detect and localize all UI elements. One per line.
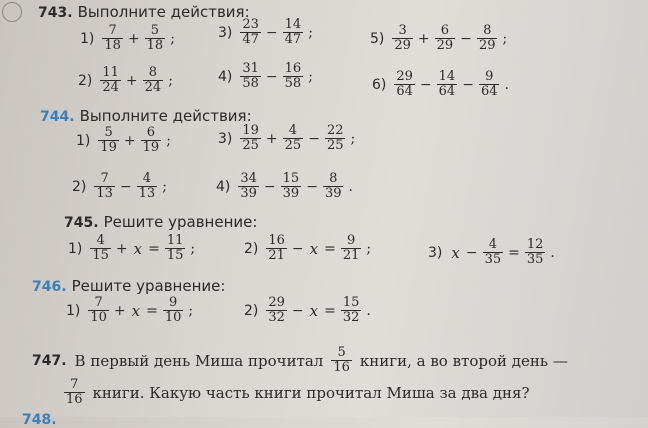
exercise-743-5 <box>370 24 510 53</box>
problem-title: Решите уравнение: <box>103 213 258 231</box>
punctuation: ; <box>168 72 173 89</box>
numerator: 4 <box>488 237 497 252</box>
operator: − <box>462 76 474 93</box>
fraction <box>477 24 498 53</box>
variable: x <box>133 239 143 258</box>
item-label: 2) <box>72 178 87 195</box>
problem-748-header <box>22 409 57 428</box>
denominator: 18 <box>146 38 164 53</box>
fraction <box>100 66 121 95</box>
equation-746-2 <box>244 296 374 325</box>
fraction <box>90 234 111 263</box>
item-label: 3) <box>428 244 443 261</box>
equals-sign: = <box>146 302 158 319</box>
fraction <box>394 70 415 99</box>
denominator: 32 <box>342 310 360 325</box>
operator: − <box>265 24 278 41</box>
operator: + <box>265 130 278 147</box>
item-label: 4) <box>218 68 233 85</box>
punctuation: ; <box>190 240 196 257</box>
denominator: 29 <box>478 38 496 53</box>
problem-number: 746. <box>32 279 67 295</box>
fraction <box>141 126 162 155</box>
equals-sign: = <box>324 240 336 257</box>
fraction <box>145 24 166 53</box>
numerator: 16 <box>268 233 285 248</box>
numerator: 3 <box>398 23 407 38</box>
numerator: 8 <box>329 171 338 186</box>
denominator: 35 <box>526 252 544 267</box>
item-label: 2) <box>244 240 259 257</box>
problem-number: 743. <box>38 5 73 21</box>
denominator: 35 <box>484 252 502 267</box>
fraction <box>88 296 109 325</box>
problem-746-header <box>32 276 225 295</box>
equation-745-1 <box>68 234 198 263</box>
numerator: 11 <box>166 233 184 248</box>
denominator: 13 <box>96 186 113 201</box>
numerator: 6 <box>440 23 450 38</box>
fraction: $\frac{7}{16}$ <box>66 377 83 407</box>
fraction <box>435 24 456 53</box>
fraction <box>283 62 304 91</box>
operator: − <box>291 302 304 319</box>
numerator: 31 <box>242 61 259 76</box>
fraction <box>240 62 261 91</box>
numerator: 19 <box>242 123 259 138</box>
fraction: $\frac{5}{16}$ <box>333 345 350 375</box>
denominator: 64 <box>480 84 498 99</box>
denominator: 39 <box>282 186 300 201</box>
problem-747-line-1 <box>32 346 568 375</box>
problem-title: Выполните действия: <box>77 3 250 21</box>
punctuation: ; <box>308 24 313 41</box>
exercise-743-1 <box>80 24 178 53</box>
denominator: 58 <box>284 76 302 91</box>
denominator: 32 <box>268 310 285 325</box>
fraction <box>525 238 546 267</box>
denominator: 64 <box>396 84 413 99</box>
fraction <box>483 238 504 267</box>
problem-number: 748. <box>22 412 57 428</box>
exercise-743-3 <box>218 18 316 47</box>
item-label: 2) <box>78 72 93 89</box>
denominator: 47 <box>242 32 259 47</box>
item-label: 2) <box>244 302 259 319</box>
punctuation: . <box>504 76 509 93</box>
punctuation: ; <box>502 30 508 47</box>
fraction <box>323 172 344 201</box>
denominator: 24 <box>144 80 162 95</box>
fraction <box>238 172 259 201</box>
exercise-743-2 <box>78 66 176 95</box>
numerator: 9 <box>346 233 356 248</box>
exercise-744-1 <box>76 126 174 155</box>
punctuation: ; <box>350 130 356 147</box>
problem-text: В первый день Миша прочитал <box>74 351 324 370</box>
denominator: 19 <box>142 140 160 155</box>
fraction <box>281 172 302 201</box>
punctuation: ; <box>170 30 175 47</box>
exercise-744-3 <box>218 124 358 153</box>
item-label: 1) <box>68 240 83 257</box>
operator: − <box>265 68 278 85</box>
operator: − <box>419 76 432 93</box>
denominator: 10 <box>164 310 182 325</box>
numerator: 16 <box>284 61 302 76</box>
denominator: 21 <box>268 248 285 263</box>
punctuation: . <box>366 302 371 319</box>
fraction <box>479 70 500 99</box>
numerator: 4 <box>96 233 105 248</box>
item-label: 4) <box>216 178 231 195</box>
variable: x <box>131 301 141 320</box>
fraction <box>341 296 362 325</box>
exercise-744-2 <box>72 172 170 201</box>
exercise-744-4 <box>216 172 356 201</box>
problem-title: Решите уравнение: <box>71 277 226 295</box>
numerator: 9 <box>168 295 178 310</box>
fraction <box>102 24 123 53</box>
numerator: 12 <box>526 237 544 252</box>
fraction <box>283 124 304 153</box>
operator: − <box>460 30 472 47</box>
variable: x <box>309 301 319 320</box>
numerator: 11 <box>102 65 119 80</box>
numerator: 5 <box>104 125 113 140</box>
denominator: 47 <box>284 32 302 47</box>
denominator: 21 <box>342 248 360 263</box>
numerator: 15 <box>342 295 360 310</box>
denominator: 13 <box>138 186 156 201</box>
operator: + <box>127 30 140 47</box>
denominator: 25 <box>284 138 302 153</box>
fraction <box>94 172 115 201</box>
denominator: 58 <box>242 76 259 91</box>
exercise-743-6 <box>372 70 512 99</box>
denominator: 24 <box>102 80 119 95</box>
operator: + <box>113 302 126 319</box>
problem-747-line-2 <box>62 378 530 407</box>
numerator: 5 <box>150 23 160 38</box>
fraction <box>163 296 184 325</box>
problem-text: книги. Какую часть книги прочитал Миша за два дня? <box>92 383 530 402</box>
exercise-743-4 <box>218 62 316 91</box>
denominator: 25 <box>326 138 344 153</box>
item-label: 1) <box>80 30 95 47</box>
item-label: 5) <box>370 30 385 47</box>
denominator: 10 <box>90 310 107 325</box>
fraction <box>437 70 458 99</box>
item-label: 3) <box>218 130 233 147</box>
equation-745-2 <box>244 234 374 263</box>
operator: − <box>308 130 320 147</box>
denominator: 64 <box>438 84 456 99</box>
denominator: 29 <box>436 38 454 53</box>
punctuation: ; <box>188 302 194 319</box>
numerator: 7 <box>94 295 103 310</box>
numerator: 7 <box>108 23 117 38</box>
problem-number: 744. <box>40 109 75 125</box>
denominator: 39 <box>324 186 342 201</box>
numerator: 22 <box>326 123 344 138</box>
denominator: 25 <box>242 138 259 153</box>
fraction <box>341 234 362 263</box>
numerator: 8 <box>148 65 158 80</box>
circle-mark <box>2 2 22 22</box>
operator: + <box>125 72 138 89</box>
numerator: 7 <box>100 171 109 186</box>
denominator: 15 <box>92 248 109 263</box>
problem-text: книги, а во второй день — <box>359 351 568 370</box>
item-label: 3) <box>218 24 233 41</box>
equals-sign: = <box>324 302 336 319</box>
punctuation: ; <box>366 240 372 257</box>
variable: x <box>309 239 319 258</box>
fraction <box>98 126 119 155</box>
punctuation: ; <box>166 132 171 149</box>
fraction <box>240 124 261 153</box>
operator: − <box>119 178 132 195</box>
fraction <box>325 124 346 153</box>
punctuation: ; <box>308 68 313 85</box>
fraction <box>165 234 186 263</box>
operator: + <box>115 240 128 257</box>
fraction <box>137 172 158 201</box>
numerator: 15 <box>282 171 300 186</box>
problem-number: 747. <box>32 352 67 369</box>
equation-746-1 <box>66 296 196 325</box>
fraction <box>143 66 164 95</box>
numerator: 4 <box>142 171 152 186</box>
numerator: 29 <box>396 69 413 84</box>
item-label: 1) <box>66 302 81 319</box>
item-label: 1) <box>76 132 91 149</box>
punctuation: . <box>550 244 555 261</box>
denominator: 39 <box>240 186 257 201</box>
problem-title: Выполните действия: <box>79 107 252 125</box>
numerator: 14 <box>438 69 456 84</box>
numerator: 14 <box>284 17 302 32</box>
numerator: 9 <box>485 69 494 84</box>
fraction <box>266 296 287 325</box>
fraction <box>392 24 413 53</box>
fraction <box>283 18 304 47</box>
item-label: 6) <box>372 76 387 93</box>
punctuation: ; <box>162 178 167 195</box>
problem-745-header <box>64 212 257 231</box>
equation-745-3 <box>428 238 558 267</box>
operator: − <box>291 240 304 257</box>
denominator: 29 <box>394 38 411 53</box>
fraction <box>240 18 261 47</box>
problem-number: 745. <box>64 215 99 231</box>
operator: − <box>306 178 318 195</box>
numerator: 23 <box>242 17 259 32</box>
numerator: 29 <box>268 295 285 310</box>
operator: + <box>123 132 136 149</box>
operator: + <box>417 30 430 47</box>
denominator: 15 <box>166 248 184 263</box>
denominator: 18 <box>104 38 121 53</box>
variable: x <box>451 243 460 262</box>
numerator: 8 <box>483 23 492 38</box>
numerator: 4 <box>288 123 298 138</box>
equals-sign: = <box>508 244 520 261</box>
operator: − <box>465 244 478 261</box>
numerator: 34 <box>240 171 257 186</box>
numerator: 6 <box>146 125 156 140</box>
problem-744-header <box>40 106 252 125</box>
fraction <box>266 234 287 263</box>
denominator: 19 <box>100 140 117 155</box>
punctuation: . <box>348 178 353 195</box>
equals-sign: = <box>148 240 160 257</box>
operator: − <box>263 178 276 195</box>
